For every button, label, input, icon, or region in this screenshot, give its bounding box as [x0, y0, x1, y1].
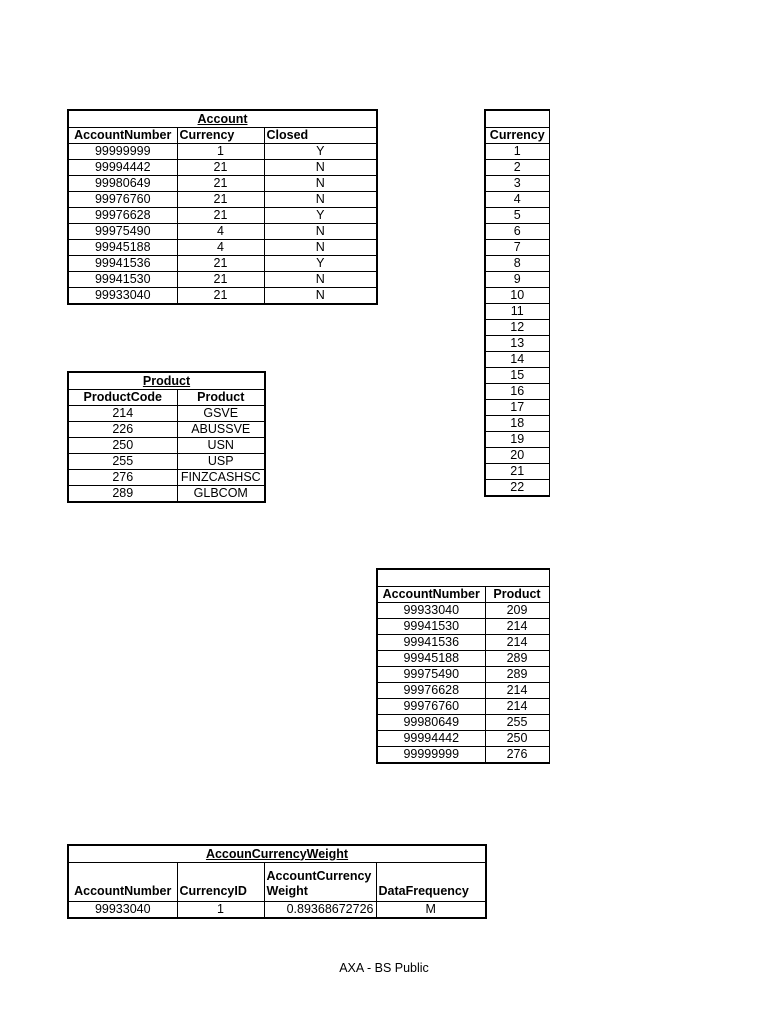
table-cell: Y [264, 208, 377, 224]
table-cell: 99945188 [377, 651, 485, 667]
weight-table [67, 844, 487, 919]
table-cell: 1 [177, 902, 264, 919]
table-cell: 214 [485, 635, 549, 651]
table-cell: 21 [177, 160, 264, 176]
table-cell: 214 [485, 699, 549, 715]
account-table-title: Account [68, 110, 377, 128]
table-cell: 99980649 [377, 715, 485, 731]
table-cell: 99976628 [68, 208, 177, 224]
product-row [68, 486, 265, 503]
account-row [68, 208, 377, 224]
weight-table-title: AccounCurrencyWeight [68, 845, 486, 863]
account-product-row [377, 715, 549, 731]
account-row [68, 160, 377, 176]
product-row [68, 454, 265, 470]
currency-row [485, 144, 549, 160]
account-product-row [377, 651, 549, 667]
table-cell: 255 [68, 454, 177, 470]
table-cell: FINZCASHSC [177, 470, 265, 486]
account-row [68, 192, 377, 208]
table-cell: N [264, 288, 377, 305]
currency-row [485, 368, 549, 384]
weight-header-accountcurrencyweight: AccountCurrency Weight [264, 863, 376, 902]
table-cell: 99975490 [68, 224, 177, 240]
table-cell: 214 [68, 406, 177, 422]
table-cell: 226 [68, 422, 177, 438]
currency-row [485, 288, 549, 304]
table-cell: 11 [485, 304, 549, 320]
currency-row [485, 192, 549, 208]
account-product-row [377, 731, 549, 747]
table-cell: 22 [485, 480, 549, 497]
table-cell: USP [177, 454, 265, 470]
table-cell: 15 [485, 368, 549, 384]
table-cell: 2 [485, 160, 549, 176]
currency-row [485, 336, 549, 352]
table-cell: 9 [485, 272, 549, 288]
table-cell: 99941530 [68, 272, 177, 288]
product-header-productcode: ProductCode [68, 390, 177, 406]
currency-row [485, 400, 549, 416]
table-cell: 8 [485, 256, 549, 272]
table-cell: 10 [485, 288, 549, 304]
product-header-product: Product [177, 390, 265, 406]
table-cell: 13 [485, 336, 549, 352]
currency-row [485, 256, 549, 272]
account-product-row [377, 667, 549, 683]
table-cell: N [264, 160, 377, 176]
weight-table-body [68, 902, 486, 919]
table-cell: 21 [485, 464, 549, 480]
account-product-row [377, 699, 549, 715]
currency-row [485, 432, 549, 448]
account-row [68, 224, 377, 240]
currency-row [485, 304, 549, 320]
table-cell: 99976760 [68, 192, 177, 208]
table-cell: 16 [485, 384, 549, 400]
table-cell: 250 [485, 731, 549, 747]
table-cell: 4 [485, 192, 549, 208]
table-cell: N [264, 240, 377, 256]
currency-row [485, 384, 549, 400]
product-table-body [68, 406, 265, 503]
table-cell: 99994442 [68, 160, 177, 176]
table-cell: 99999999 [68, 144, 177, 160]
account-table [67, 109, 378, 305]
table-cell: GSVE [177, 406, 265, 422]
table-cell: 99976628 [377, 683, 485, 699]
account-product-table-title [377, 569, 549, 587]
product-row [68, 438, 265, 454]
table-cell: N [264, 176, 377, 192]
table-cell: 4 [177, 240, 264, 256]
account-table-body [68, 144, 377, 305]
table-cell: 14 [485, 352, 549, 368]
table-cell: 5 [485, 208, 549, 224]
product-row [68, 470, 265, 486]
account-row [68, 176, 377, 192]
table-cell: 99941536 [377, 635, 485, 651]
currency-table-body [485, 144, 549, 497]
page-footer: AXA - BS Public [339, 961, 429, 975]
account-header-currency: Currency [177, 128, 264, 144]
table-cell: 6 [485, 224, 549, 240]
table-cell: ABUSSVE [177, 422, 265, 438]
table-cell: Y [264, 144, 377, 160]
currency-row [485, 272, 549, 288]
currency-row [485, 176, 549, 192]
table-cell: N [264, 224, 377, 240]
table-cell: 99945188 [68, 240, 177, 256]
account-header-closed: Closed [264, 128, 377, 144]
product-row [68, 406, 265, 422]
account-product-table [376, 568, 550, 764]
table-cell: 21 [177, 176, 264, 192]
table-cell: 214 [485, 683, 549, 699]
product-table [67, 371, 266, 503]
table-cell: 99941530 [377, 619, 485, 635]
currency-row [485, 224, 549, 240]
table-cell: 21 [177, 256, 264, 272]
table-cell: GLBCOM [177, 486, 265, 503]
currency-row [485, 464, 549, 480]
table-cell: 99975490 [377, 667, 485, 683]
table-cell: N [264, 192, 377, 208]
account-product-table-body [377, 603, 549, 764]
table-cell: 21 [177, 288, 264, 305]
weight-header-accountnumber: AccountNumber [68, 863, 177, 902]
table-cell: 99976760 [377, 699, 485, 715]
table-cell: 250 [68, 438, 177, 454]
currency-row [485, 480, 549, 497]
table-cell: 99933040 [68, 902, 177, 919]
table-cell: N [264, 272, 377, 288]
account-product-header-accountnumber: AccountNumber [377, 587, 485, 603]
account-header-accountnumber: AccountNumber [68, 128, 177, 144]
table-cell: 276 [485, 747, 549, 764]
table-cell: 289 [485, 651, 549, 667]
table-cell: 18 [485, 416, 549, 432]
table-cell: 20 [485, 448, 549, 464]
account-product-row [377, 683, 549, 699]
account-row [68, 144, 377, 160]
weight-header-currencyid: CurrencyID [177, 863, 264, 902]
table-cell: USN [177, 438, 265, 454]
table-cell: 19 [485, 432, 549, 448]
table-cell: 21 [177, 272, 264, 288]
currency-row [485, 448, 549, 464]
currency-header: Currency [485, 128, 549, 144]
product-table-title: Product [68, 372, 265, 390]
account-product-row [377, 747, 549, 764]
table-cell: 1 [485, 144, 549, 160]
currency-row [485, 416, 549, 432]
currency-row [485, 208, 549, 224]
currency-table [484, 109, 550, 497]
table-cell: 1 [177, 144, 264, 160]
table-cell: 289 [68, 486, 177, 503]
table-cell: 21 [177, 192, 264, 208]
currency-row [485, 320, 549, 336]
currency-row [485, 160, 549, 176]
weight-row [68, 902, 486, 919]
account-product-row [377, 603, 549, 619]
table-cell: 4 [177, 224, 264, 240]
table-cell: 21 [177, 208, 264, 224]
table-cell: 209 [485, 603, 549, 619]
account-row [68, 288, 377, 305]
table-cell: 99999999 [377, 747, 485, 764]
table-cell: 99980649 [68, 176, 177, 192]
weight-header-datafrequency: DataFrequency [376, 863, 486, 902]
currency-table-title [485, 110, 549, 128]
currency-row [485, 240, 549, 256]
table-cell: 289 [485, 667, 549, 683]
currency-row [485, 352, 549, 368]
table-cell: 12 [485, 320, 549, 336]
account-product-row [377, 619, 549, 635]
account-row [68, 240, 377, 256]
table-cell: 99933040 [68, 288, 177, 305]
table-cell: 214 [485, 619, 549, 635]
account-product-header-product: Product [485, 587, 549, 603]
table-cell: 7 [485, 240, 549, 256]
table-cell: 99933040 [377, 603, 485, 619]
table-cell: M [376, 902, 486, 919]
table-cell: Y [264, 256, 377, 272]
table-cell: 3 [485, 176, 549, 192]
table-cell: 99941536 [68, 256, 177, 272]
table-cell: 17 [485, 400, 549, 416]
table-cell: 99994442 [377, 731, 485, 747]
table-cell: 276 [68, 470, 177, 486]
table-cell: 255 [485, 715, 549, 731]
account-product-row [377, 635, 549, 651]
account-row [68, 256, 377, 272]
product-row [68, 422, 265, 438]
account-row [68, 272, 377, 288]
table-cell: 0.89368672726 [264, 902, 376, 919]
